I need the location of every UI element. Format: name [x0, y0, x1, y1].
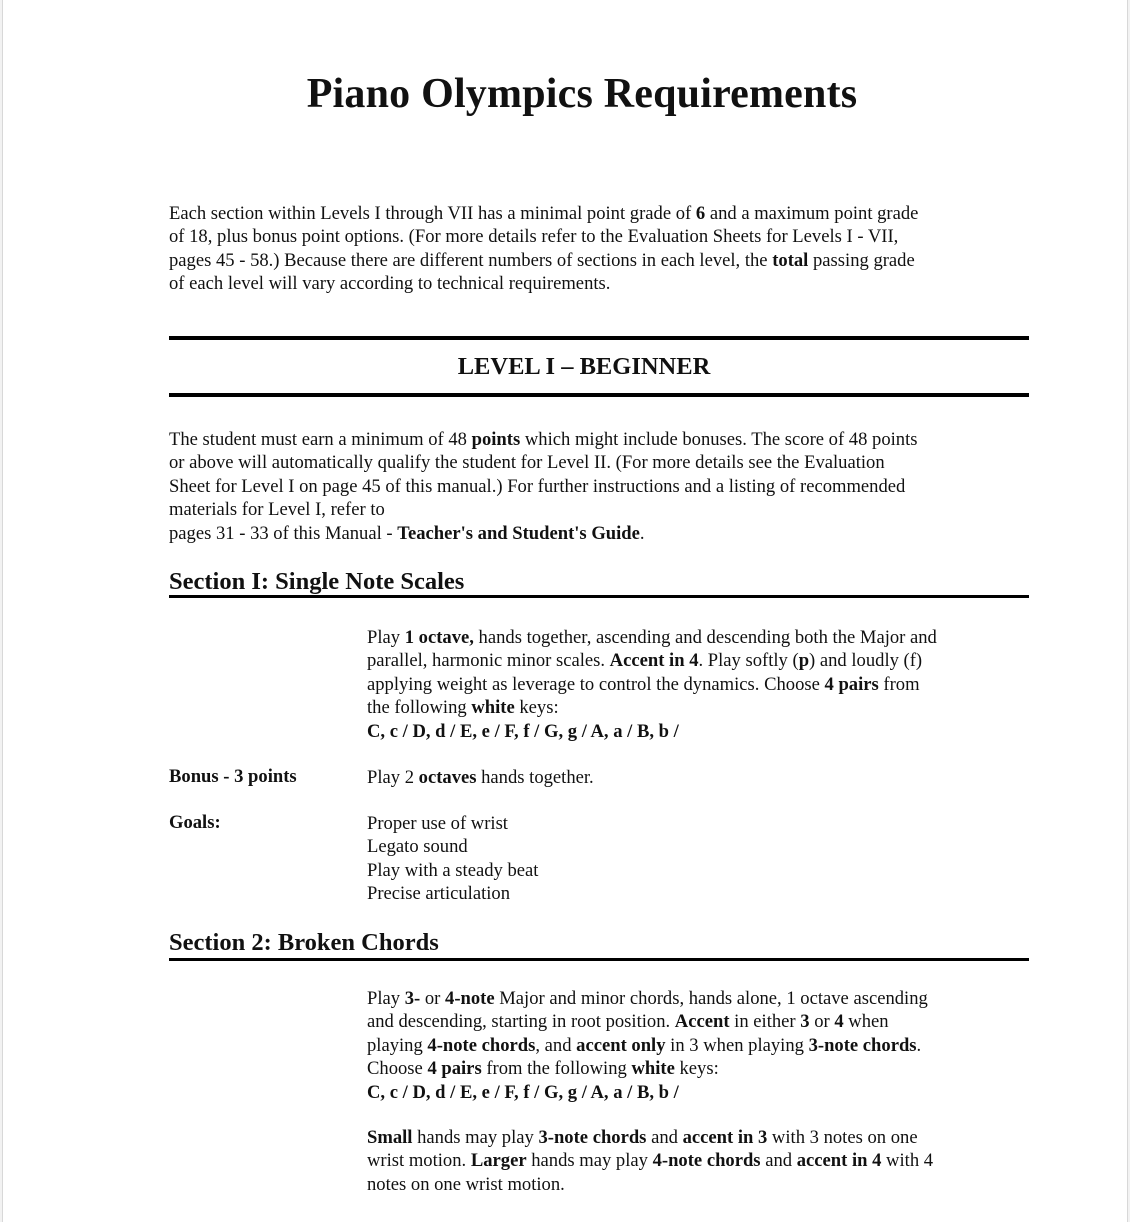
section-1-body [367, 626, 1007, 743]
section-2-body [367, 987, 1007, 1104]
text-line: the following white keys: [367, 697, 559, 719]
text-line: pages 45 - 58.) Because there are different numbers of sections in each level, the total passing grade [169, 249, 915, 271]
text-line: Small hands may play 3-note chords and accent in 3 with 3 notes on one [367, 1127, 918, 1148]
text-line: Each section within Levels I through VII has a minimal point grade of 6 and a maximum point grade [169, 203, 919, 224]
text-line: wrist motion. Larger hands may play 4-note chords and accent in 4 with 4 [367, 1150, 934, 1172]
text-line: C, c / D, d / E, e / F, f / G, g / A, a / B, b / [367, 1081, 679, 1103]
level-description [169, 428, 918, 545]
text-line: and descending, starting in root position. Accent in either 3 or 4 when [367, 1011, 889, 1033]
goal-item: Precise articulation [367, 883, 511, 905]
text-line: C, c / D, d / E, e / F, f / G, g / A, a / B, b / [367, 720, 679, 742]
text-line: parallel, harmonic minor scales. Accent in 4. Play softly (p) and loudly (f) [367, 650, 923, 672]
text-line: of each level will vary according to technical requirements. [169, 273, 611, 295]
section-1-rule [169, 595, 1029, 598]
section-1-title: Section I: Single Note Scales [169, 568, 465, 595]
text-line: Play 1 octave, hands together, ascending and descending both the Major and [367, 627, 937, 648]
goal-item: Proper use of wrist [367, 813, 508, 834]
goals-label: Goals: [169, 812, 221, 833]
text-line: The student must earn a minimum of 48 points which might include bonuses. The score of 48 points [169, 429, 918, 450]
section-2-body-2 [367, 1126, 1007, 1196]
goal-item: Legato sound [367, 836, 468, 858]
text-line: Play 2 octaves hands together. [367, 767, 594, 788]
text-line: of 18, plus bonus point options. (For more details refer to the Evaluation Sheets for Levels I - VII, [169, 226, 899, 248]
level-top-rule [169, 336, 1029, 340]
text-line: Choose 4 pairs from the following white keys: [367, 1058, 719, 1080]
text-line: notes on one wrist motion. [367, 1173, 565, 1195]
text-line: or above will automatically qualify the student for Level II. (For more details see the Evaluation [169, 452, 885, 474]
bonus-text [367, 766, 1007, 789]
section-2-rule [169, 958, 1029, 961]
goal-item: Play with a steady beat [367, 859, 539, 881]
goals-list [367, 812, 1007, 906]
text-line: playing 4-note chords, and accent only in 3 when playing 3-note chords. [367, 1034, 922, 1056]
page-title: Piano Olympics Requirements [306, 71, 858, 117]
text-line: applying weight as leverage to control the dynamics. Choose 4 pairs from [367, 673, 920, 695]
intro-paragraph [169, 202, 918, 296]
text-line: Sheet for Level I on page 45 of this manual.) For further instructions and a listing of recommended [169, 475, 906, 497]
section-2-title: Section 2: Broken Chords [169, 929, 439, 956]
text-line: Play 3- or 4-note Major and minor chords, hands alone, 1 octave ascending [367, 988, 928, 1009]
text-line: materials for Level I, refer to [169, 499, 385, 521]
level-title: LEVEL I – BEGINNER [457, 353, 711, 380]
document-page [2, 0, 1128, 1222]
level-bottom-rule [169, 393, 1029, 397]
bonus-label: Bonus - 3 points [169, 766, 297, 787]
text-line: pages 31 - 33 of this Manual - Teacher's and Student's Guide. [169, 522, 645, 544]
